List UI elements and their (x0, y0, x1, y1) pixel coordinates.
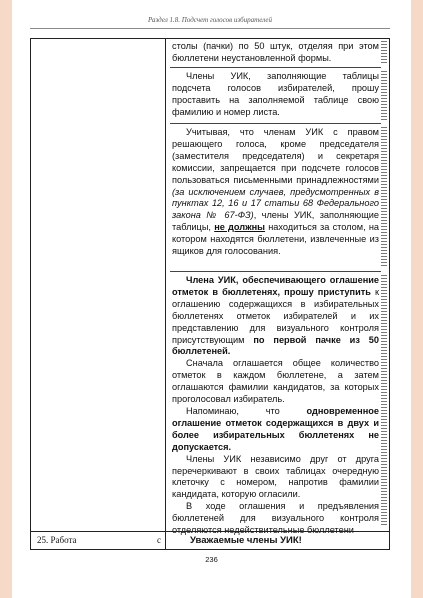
table-left-column (31, 39, 166, 531)
paragraph: Члена УИК, обеспечивающего оглашение отметок в бюллетенях, прошу приступить к оглашению содержащихся в избирательных бюллетенях отметок избирателей и их представлению для визуального контроля присутствующим по первой пачке из 50 бюллетеней. (172, 275, 379, 357)
left-margin-bar (0, 0, 12, 598)
paragraph: Сначала оглашается общее количество отметок в каждом бюллетене, а затем оглашаются фамилии кандидатов, за которых проголосовал избиратель. (172, 358, 379, 405)
paragraph: Члены УИК, заполняющие таблицы подсчета голосов избирателей, прошу проставить на заполняемой таблице свою фамилию и номер листа. (172, 71, 379, 117)
step-label: 25. Работа (37, 535, 77, 545)
text-block-3 (172, 127, 379, 258)
paragraph: Члены УИК независимо друг от друга перечеркивают в своих таблицах очередную клеточку с номером, напротив фамилии кандидата, которую огласили. (172, 453, 379, 500)
block-divider (170, 271, 381, 272)
hatch-mark (381, 41, 387, 65)
header-rule (30, 28, 390, 29)
step-text-cell (166, 532, 389, 549)
step-label-suffix: с (157, 535, 161, 545)
paragraph: столы (пачки) по 50 штук, отделяя при этом бюллетени неустановленной формы. (172, 41, 379, 63)
hatch-mark (381, 127, 387, 267)
procedure-table (30, 38, 390, 550)
text-block-4 (172, 275, 379, 537)
text-block-2 (172, 71, 379, 119)
page-number: 236 (205, 555, 218, 564)
running-header: Раздел 1.8. Подсчет голосов избирателей (148, 16, 272, 24)
paragraph: В ходе оглашения и предъявления бюллетеней для визуального контроля отделяются недействительные бюллетени (172, 501, 379, 536)
step-greeting: Уважаемые члены УИК! (190, 535, 302, 546)
block-divider (170, 123, 381, 124)
hatch-mark (381, 71, 387, 121)
right-margin-bar (411, 0, 423, 598)
step-label-cell (31, 532, 166, 549)
paragraph: Напоминаю, что одновременное оглашение отметок содержащихся в двух и более избирательных бюллетенях не допускается. (172, 405, 379, 452)
paragraph: Учитывая, что членам УИК с правом решающего голоса, кроме председателя (заместителя председателя) и секретаря комиссии, запрещается при подсчете голосов пользоваться письменными принадлежностями (за исключением случаев, предусмотренных в пунктах 12, 16 и 17 статьи 68 Федерального закона № 67-ФЗ), члены УИК, заполняющие таблицы, не должны находиться за столом, на котором находятся бюллетени, извлеченные из ящиков для голосования. (172, 127, 380, 257)
table-right-column (166, 39, 389, 536)
block-divider (170, 67, 381, 68)
text-block-1 (172, 41, 379, 65)
hatch-mark (381, 275, 387, 527)
